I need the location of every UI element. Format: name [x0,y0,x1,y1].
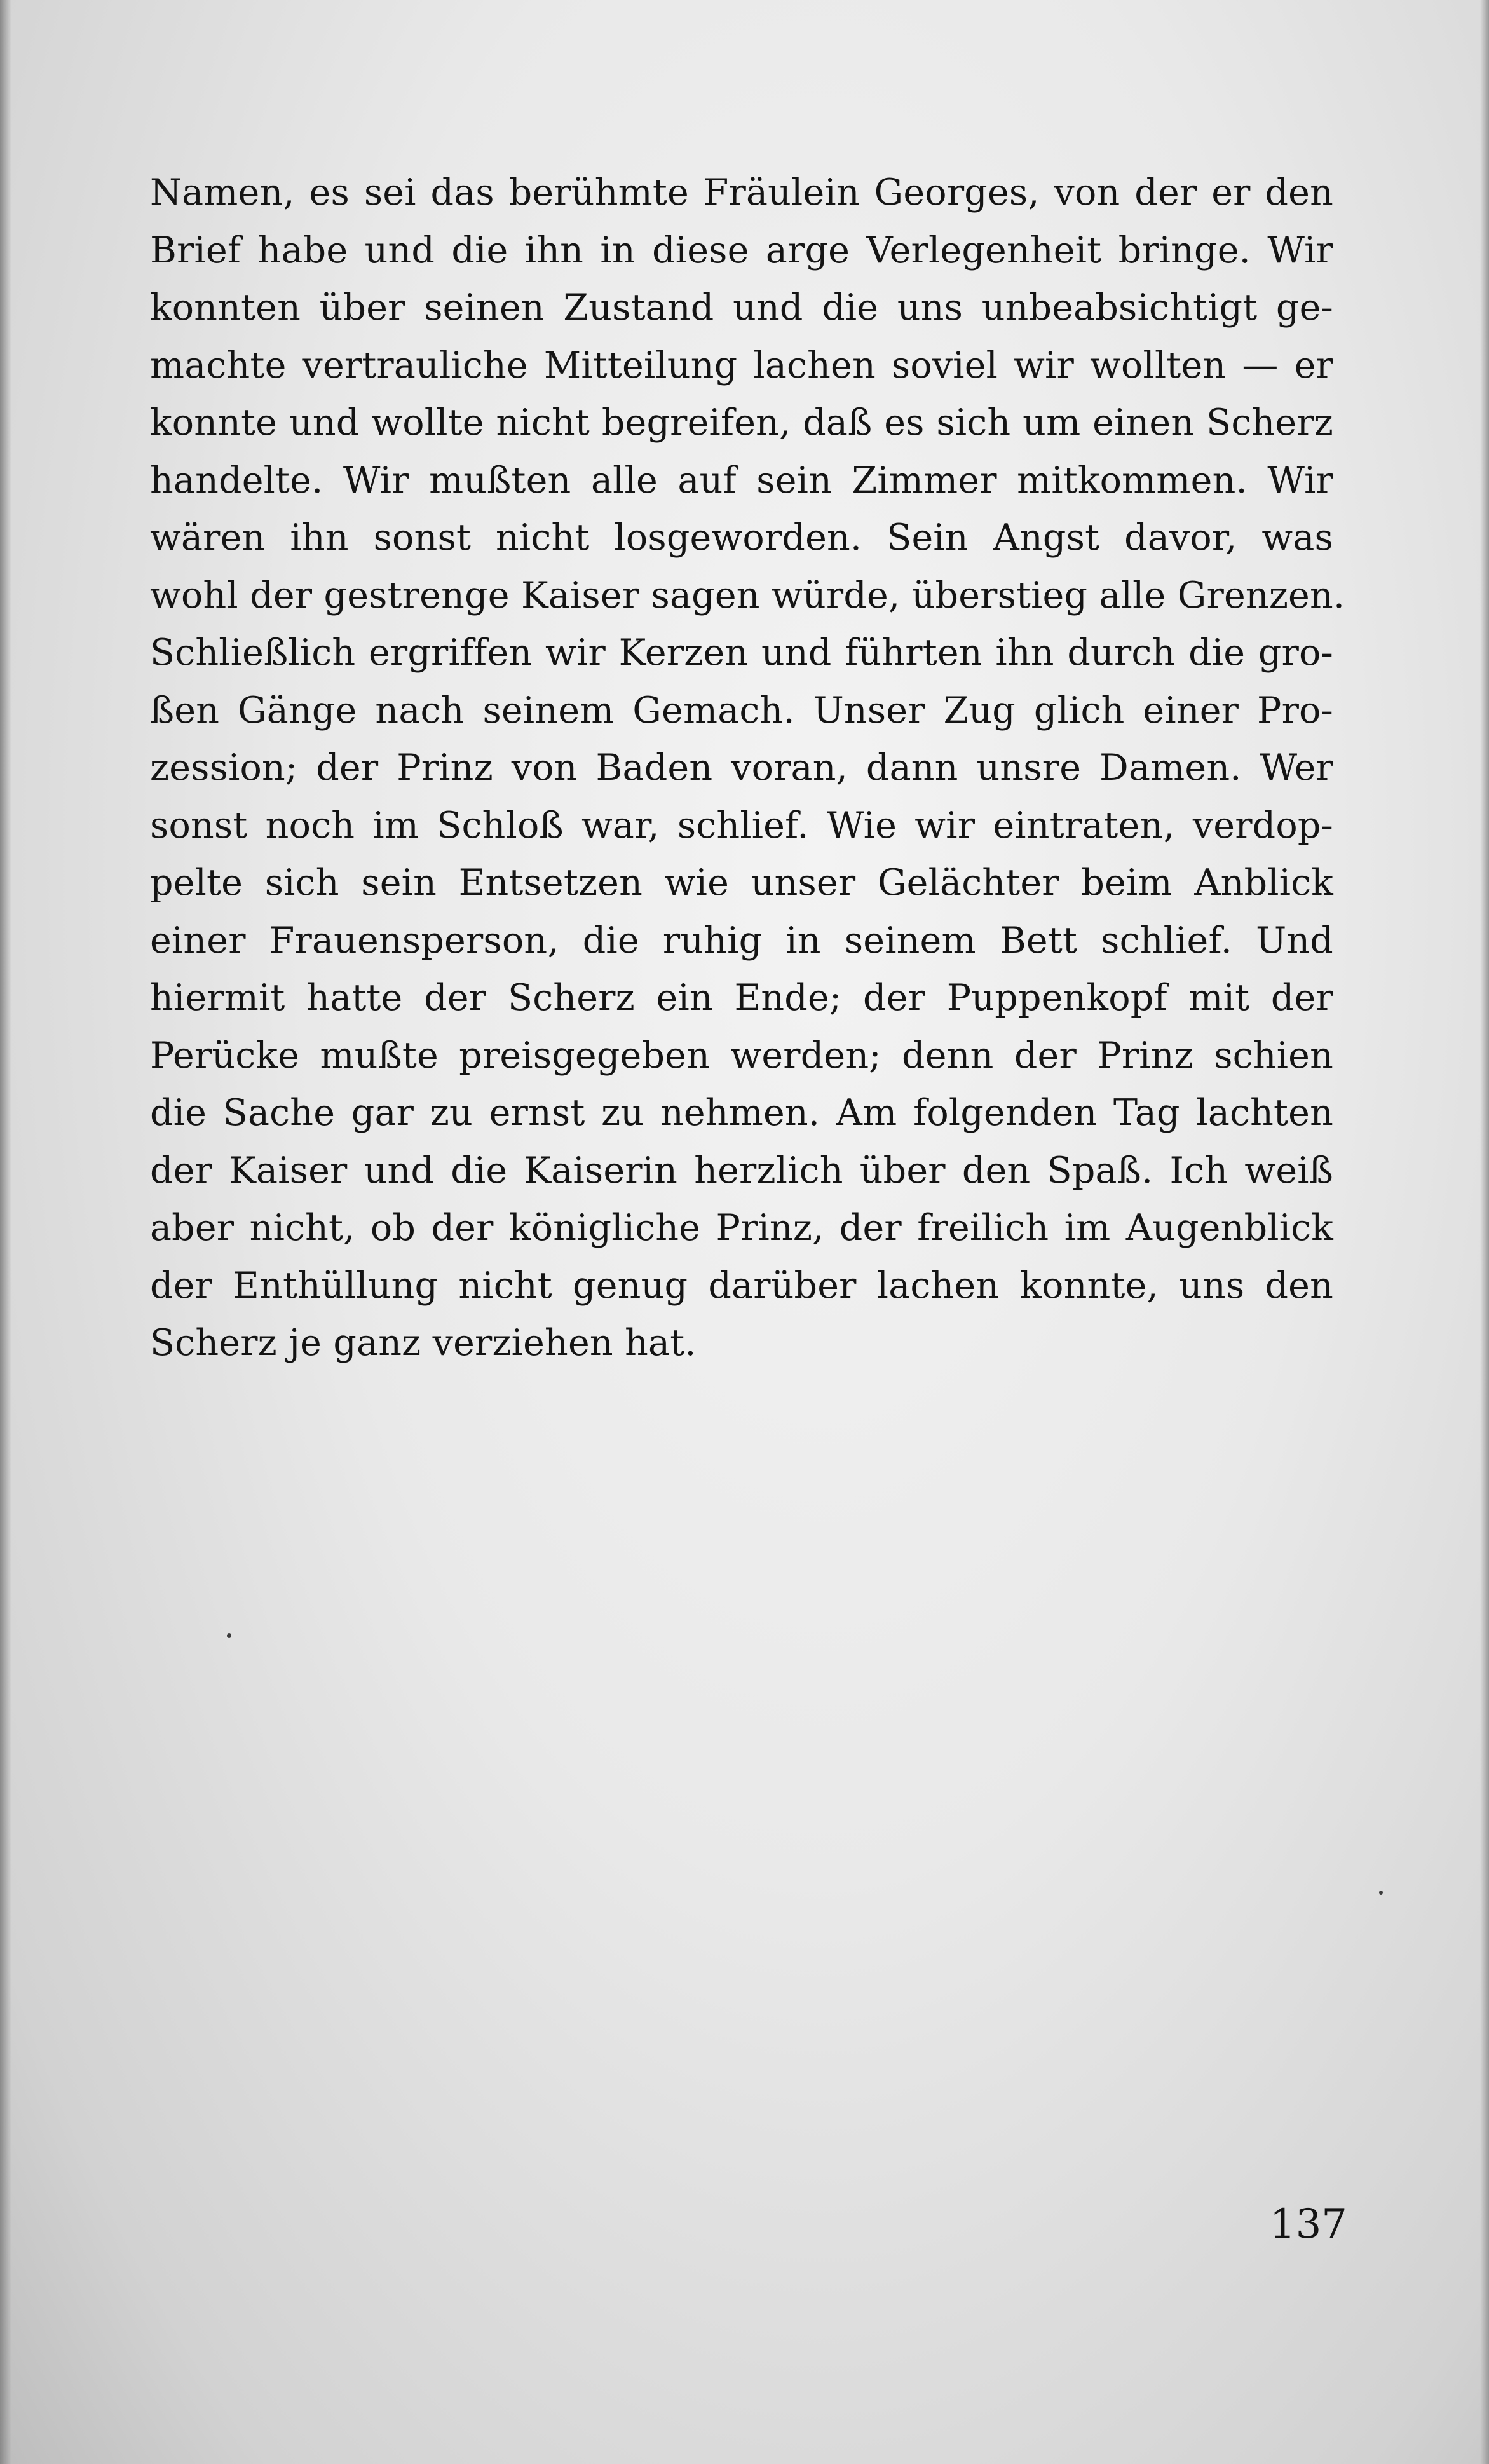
text-line: wären ihn sonst nicht losgeworden. Sein Angst davor, was [150,517,1333,559]
text-line: machte vertrauliche Mitteilung lachen soviel wir wollten — er [150,344,1333,386]
text-line: Scherz je ganz verziehen hat. [150,1322,697,1364]
text-line: konnten über seinen Zustand und die uns unbeabsichtigt ge- [150,287,1333,329]
text-line: konnte und wollte nicht begreifen, daß es sich um einen Scherz [150,402,1333,444]
text-line: Brief habe und die ihn in diese arge Verlegenheit bringe. Wir [150,229,1333,271]
text-line: einer Frauensperson, die ruhig in seinem Bett schlief. Und [150,919,1333,962]
text-line: Namen, es sei das berühmte Fräulein Georges, von der er den [150,172,1333,214]
page-number: 137 [1269,2201,1347,2248]
text-line: ßen Gänge nach seinem Gemach. Unser Zug glich einer Pro- [150,689,1333,732]
text-line: Perücke mußte preisgegeben werden; denn der Prinz schien [150,1034,1333,1077]
page-edge-right [1480,0,1489,2464]
page-edge-left [0,0,11,2464]
ink-speck [227,1633,231,1638]
text-line: aber nicht, ob der königliche Prinz, der freilich im Augenblick [150,1207,1333,1249]
text-line: handelte. Wir mußten alle auf sein Zimmer mitkommen. Wir [150,459,1333,501]
text-line: pelte sich sein Entsetzen wie unser Gelächter beim Anblick [150,862,1333,904]
text-line: der Enthüllung nicht genug darüber lachen konnte, uns den [150,1264,1333,1307]
text-line: Schließlich ergriffen wir Kerzen und führten ihn durch die gro- [150,632,1333,674]
ink-speck [1379,1891,1383,1895]
text-line: die Sache gar zu ernst zu nehmen. Am folgenden Tag lachten [150,1092,1333,1134]
text-line: wohl der gestrenge Kaiser sagen würde, überstieg alle Grenzen. [150,574,1345,616]
text-line: der Kaiser und die Kaiserin herzlich über den Spaß. Ich weiß [150,1149,1333,1192]
text-line: hiermit hatte der Scherz ein Ende; der Puppenkopf mit der [150,977,1333,1019]
text-line: zession; der Prinz von Baden voran, dann unsre Damen. Wer [150,747,1333,789]
body-text [150,164,1345,1372]
text-line: sonst noch im Schloß war, schlief. Wie wir eintraten, verdop- [150,804,1333,847]
